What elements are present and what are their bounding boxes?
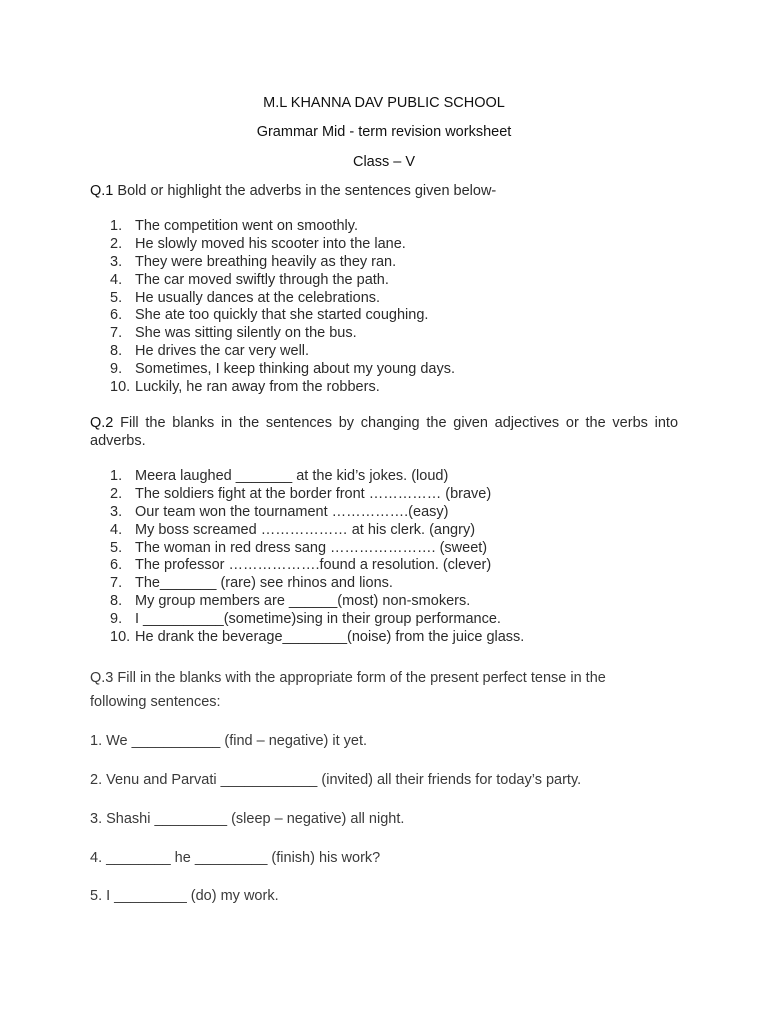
- q1-item-text: Sometimes, I keep thinking about my young days.: [135, 361, 455, 378]
- q2-item-text: My group members are ______(most) non-smokers.: [135, 593, 471, 610]
- q2-heading: [90, 414, 678, 450]
- q2-item: [110, 593, 690, 611]
- q2-item-number: 1.: [110, 468, 123, 484]
- q3-heading: [90, 666, 650, 714]
- q2-item: [110, 468, 690, 486]
- q3-instruction: Fill in the blanks with the appropriate form of the present perfect tense in the following sentences:: [90, 670, 606, 710]
- q1-item: [110, 218, 690, 236]
- q1-item-text: The car moved swiftly through the path.: [135, 271, 389, 288]
- q2-list: [110, 468, 690, 647]
- q2-item-number: 7.: [110, 575, 123, 592]
- q3-item: 1. We ___________ (find – negative) it yet.: [90, 733, 368, 749]
- q3-item: 2. Venu and Parvati ____________ (invited) all their friends for today’s party.: [90, 772, 582, 788]
- q1-item-number: 3.: [110, 253, 123, 270]
- school-name: M.L KHANNA DAV PUBLIC SCHOOL: [263, 95, 505, 111]
- q1-item-text: He usually dances at the celebrations.: [135, 289, 381, 306]
- q1-item-text: He drives the car very well.: [135, 343, 310, 360]
- q1-item: [110, 325, 690, 343]
- q1-list: [110, 218, 690, 397]
- q1-item-number: 5.: [110, 289, 123, 306]
- q3-item: 5. I _________ (do) my work.: [90, 888, 279, 904]
- q2-item-text: He drank the beverage________(noise) from the juice glass.: [135, 629, 525, 646]
- q2-item-number: 2.: [110, 485, 123, 502]
- q2-item-number: 4.: [110, 521, 123, 538]
- q1-item-number: 8.: [110, 343, 123, 360]
- class-label: Class – V: [352, 154, 416, 170]
- q2-item-text: The professor ……………….found a resolution. (clever): [135, 557, 492, 574]
- q1-item: [110, 307, 690, 325]
- q2-item-text: The_______ (rare) see rhinos and lions.: [135, 575, 393, 592]
- q1-item-text: She was sitting silently on the bus.: [135, 325, 357, 342]
- q2-item: [110, 575, 690, 593]
- q3-item: 4. ________ he _________ (finish) his work?: [90, 850, 381, 866]
- q1-item-number: 6.: [110, 307, 123, 324]
- q1-item: [110, 379, 690, 397]
- q2-item-text: The woman in red dress sang …………………. (sweet): [135, 539, 488, 556]
- q2-item-number: 6.: [110, 557, 123, 574]
- q2-item-text: The soldiers fight at the border front …………… (brave): [135, 485, 492, 502]
- q1-instruction: Bold or highlight the adverbs in the sentences given below-: [117, 183, 497, 199]
- q2-item: [110, 611, 690, 629]
- q1-item-text: They were breathing heavily as they ran.: [135, 253, 397, 270]
- q1-item-number: 4.: [110, 271, 123, 288]
- q2-instruction: Fill the blanks in the sentences by changing the given adjectives or the verbs into adverbs.: [90, 415, 679, 449]
- q2-item: [110, 486, 690, 504]
- q2-item-number: 10.: [110, 629, 131, 646]
- q1-item-text: The competition went on smoothly.: [135, 218, 358, 234]
- q1-item: [110, 254, 690, 272]
- q1-item-number: 1.: [110, 218, 123, 234]
- q2-item-text: Meera laughed _______ at the kid’s jokes. (loud): [135, 468, 449, 484]
- q3-number: Q.3: [90, 670, 114, 686]
- q1-item-number: 9.: [110, 361, 123, 378]
- q2-item: [110, 540, 690, 558]
- q1-item: [110, 290, 690, 308]
- q2-item: [110, 522, 690, 540]
- q2-item: [110, 557, 690, 575]
- q3-item: 3. Shashi _________ (sleep – negative) all night.: [90, 811, 405, 827]
- q1-item: [110, 236, 690, 254]
- q1-heading: [90, 182, 678, 200]
- q1-item: [110, 272, 690, 290]
- q1-item-text: She ate too quickly that she started coughing.: [135, 307, 429, 324]
- q1-item-number: 10.: [110, 379, 131, 396]
- q2-item: [110, 629, 690, 647]
- worksheet-title: Grammar Mid - term revision worksheet: [256, 124, 512, 140]
- q2-item-text: I __________(sometime)sing in their group performance.: [135, 611, 501, 628]
- q1-item: [110, 361, 690, 379]
- q1-item-number: 2.: [110, 235, 123, 252]
- q2-item-number: 9.: [110, 611, 123, 628]
- q1-item-number: 7.: [110, 325, 123, 342]
- q2-item: [110, 504, 690, 522]
- q2-item-number: 8.: [110, 593, 123, 610]
- q2-item-number: 5.: [110, 539, 123, 556]
- q1-item-text: He slowly moved his scooter into the lane.: [135, 235, 406, 252]
- q1-item: [110, 343, 690, 361]
- q2-number: Q.2: [90, 415, 114, 431]
- q2-item-number: 3.: [110, 503, 123, 520]
- q1-number: Q.1: [90, 183, 114, 199]
- q2-item-text: My boss screamed ……………… at his clerk. (angry): [135, 521, 476, 538]
- q1-item-text: Luckily, he ran away from the robbers.: [135, 379, 380, 396]
- q2-item-text: Our team won the tournament …………….(easy): [135, 503, 449, 520]
